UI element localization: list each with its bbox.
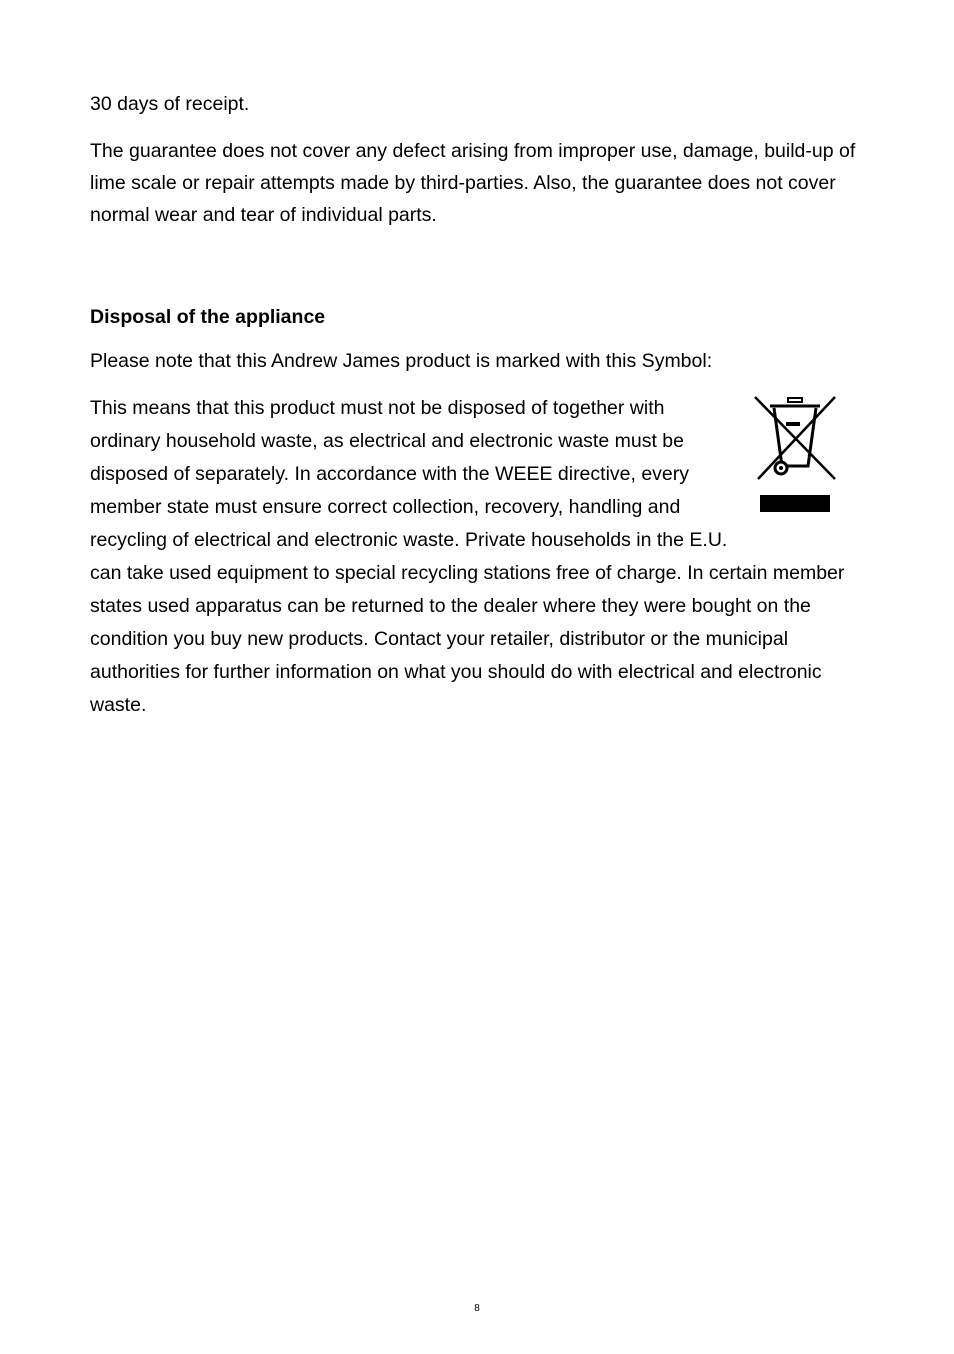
guarantee-exclusions: The guarantee does not cover any defect arising from improper use, damage, build-up of lime scale or repair attempts made by third-parties. Also, the guarantee does not cover normal wear and tear of individual parts.: [90, 140, 856, 226]
guarantee-continuation: 30 days of receipt.: [90, 93, 250, 115]
page-number: 8: [474, 1303, 480, 1314]
disposal-intro: Please note that this Andrew James product is marked with this Symbol:: [90, 350, 713, 372]
crossed-out-wheelie-bin-icon: [750, 392, 860, 522]
disposal-heading: Disposal of the appliance: [90, 306, 326, 328]
document-page: [90, 88, 870, 722]
disposal-body: This means that this product must not be disposed of together with ordinary household waste, as electrical and electronic waste must be disposed of separately. In accordance with the WEEE directive, every member state must ensure correct collection, recovery, handling and recycling of electrical and electronic waste. Private households in the E.U. can take used equipment to special recycling stations free of charge. In certain member states used apparatus can be returned to the dealer where they were bought on the condition you buy new products. Contact your retailer, distributor or the municipal authorities for further information on what you should do with electrical and electronic waste.: [90, 397, 845, 716]
